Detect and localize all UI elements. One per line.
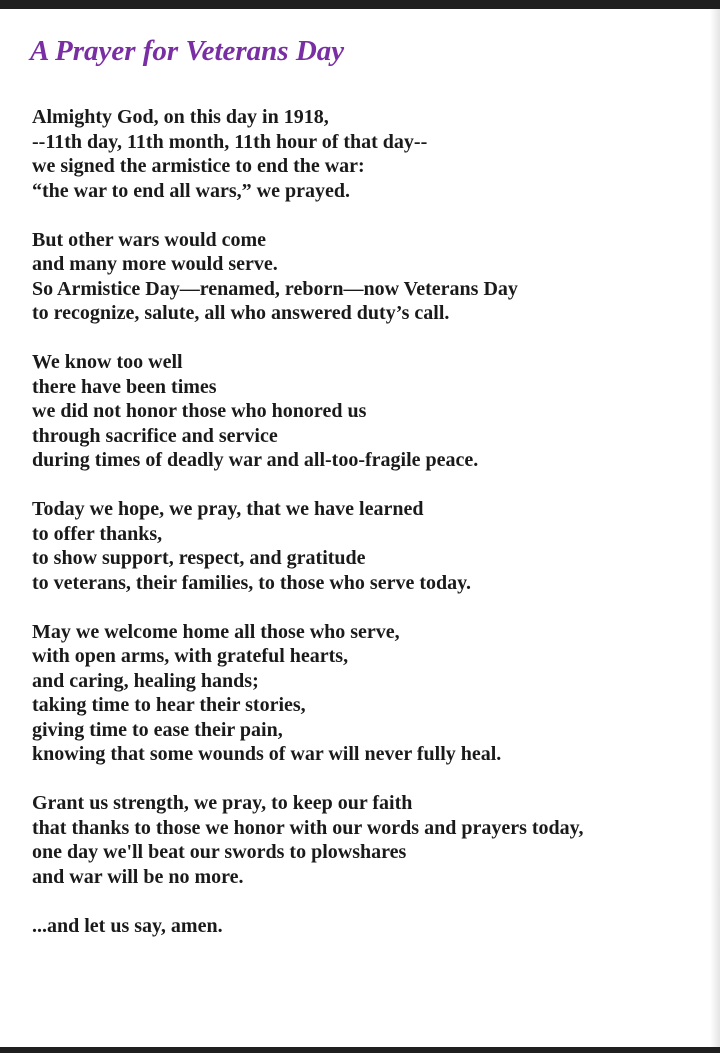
poem-line: But other wars would come [32, 228, 267, 251]
stanza-2 [32, 228, 720, 326]
poem-line: to show support, respect, and gratitude [32, 547, 366, 569]
poem-line: with open arms, with grateful hearts, [32, 645, 349, 667]
poem-line: we signed the armistice to end the war: [32, 155, 365, 177]
poem-line: during times of deadly war and all-too-fragile peace. [32, 449, 479, 471]
poem-line: and war will be no more. [32, 865, 244, 888]
poem-line: knowing that some wounds of war will never fully heal. [32, 743, 502, 765]
poem-line: to recognize, salute, all who answered duty’s call. [32, 302, 450, 324]
poem-line: to offer thanks, [32, 522, 163, 545]
poem-line: and caring, healing hands; [32, 669, 259, 692]
poem-line: and many more would serve. [32, 253, 278, 275]
stanza-closing [32, 914, 720, 939]
poem-line: Today we hope, we pray, that we have learned [32, 498, 424, 520]
poem-line: taking time to hear their stories, [32, 694, 306, 716]
prayer-body [32, 105, 720, 963]
poem-line: We know too well [32, 351, 183, 373]
poem-line: --11th day, 11th month, 11th hour of that day-- [32, 130, 428, 153]
poem-line: giving time to ease their pain, [32, 718, 283, 741]
poem-line: “the war to end all wars,” we prayed. [32, 179, 350, 202]
poem-line: May we welcome home all those who serve, [32, 620, 400, 643]
poem-line: through sacrifice and service [32, 424, 278, 447]
stanza-6 [32, 791, 720, 889]
page-title: A Prayer for Veterans Day [30, 35, 345, 67]
poem-line: Almighty God, on this day in 1918, [32, 106, 329, 128]
poem-line: one day we'll beat our swords to plowshares [32, 841, 407, 863]
poem-line: So Armistice Day—renamed, reborn—now Veterans Day [32, 277, 518, 300]
poem-line: that thanks to those we honor with our words and prayers today, [32, 816, 584, 839]
poem-line: we did not honor those who honored us [32, 400, 367, 422]
stanza-4 [32, 497, 720, 595]
poem-line: Grant us strength, we pray, to keep our faith [32, 792, 413, 814]
stanza-5 [32, 620, 720, 767]
stanza-1 [32, 105, 720, 203]
poem-line: to veterans, their families, to those who serve today. [32, 571, 472, 594]
stanza-3 [32, 350, 720, 473]
poem-line: there have been times [32, 375, 217, 398]
closing-line: ...and let us say, amen. [32, 914, 223, 937]
